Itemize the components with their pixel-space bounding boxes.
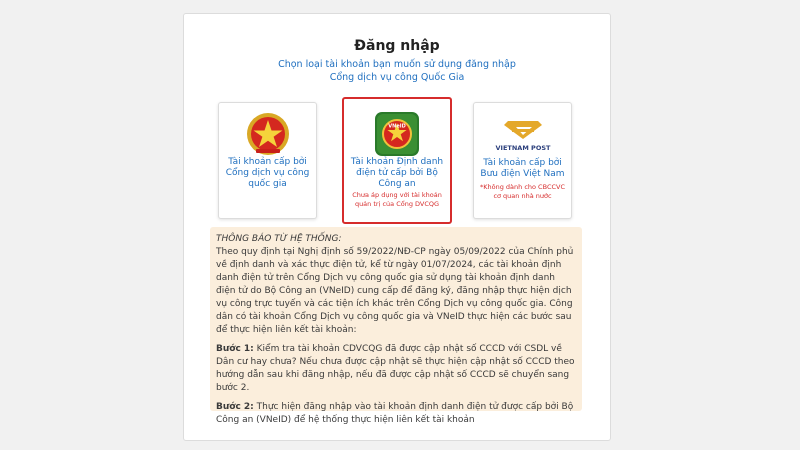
card-note: *Không dành cho CBCCVC cơ quan nhà nước (479, 183, 566, 200)
subtitle-line-1: Chọn loại tài khoản bạn muốn sử dụng đăng nhập (278, 59, 516, 70)
login-option-vneid[interactable] (342, 97, 452, 224)
subtitle-line-2: Cổng dịch vụ công Quốc Gia (329, 72, 465, 83)
step-2-text: Thực hiện đăng nhập vào tài khoản định danh điện tử được cấp bởi Bộ Công an (VNeID) để hệ thống thực hiện liên kết tài khoản (216, 402, 574, 425)
svg-text:VIETNAM POST: VIETNAM POST (495, 144, 550, 152)
login-option-vietnam-post[interactable] (473, 102, 572, 219)
svg-text:VNeID: VNeID (388, 123, 406, 130)
step-2-label: Bước 2: (216, 402, 254, 412)
card-note: Chưa áp dụng với tài khoản quản trị của Cổng DVCQG (352, 191, 442, 208)
notice-step-1 (216, 343, 576, 395)
card-label: Tài khoản cấp bởi Bưu điện Việt Nam (480, 158, 565, 179)
step-1-text: Kiểm tra tài khoản CDVCQG đã được cập nhật số CCCD với CSDL về Dân cư hay chưa? Nếu chưa được cập nhật sẽ thực hiện cập nhật số CCCD theo hướng dẫn sau khi đăng nhập, nếu đã được cập nhật số CCCD sẽ chuyển sang bước 2. (216, 344, 575, 393)
national-emblem-icon (246, 112, 290, 156)
police-emblem-icon (375, 112, 419, 156)
notice-paragraph: Theo quy định tại Nghị định số 59/2022/NĐ-CP ngày 05/09/2022 của Chính phủ về định danh và xác thực điện tử, kể từ ngày 01/07/2024, các tài khoản định danh điện tử trên Cổng Dịch vụ công quốc gia sử dụng tài khoản định danh điện tử do Bộ Công an (VNeID) cung cấp để đăng ký, đăng nhập thực hiện dịch vụ công trực tuyến và các tiện ích khác trên Cổng Dịch vụ công quốc gia. Công dân có tài khoản Cổng Dịch vụ công quốc gia và VNeID thực hiện các bước sau để thực hiện liên kết tài khoản: (216, 247, 574, 335)
card-label: Tài khoản cấp bởi Cổng dịch vụ công quốc gia (225, 157, 310, 189)
vietnam-post-logo-icon (488, 117, 558, 155)
card-label: Tài khoản Định danh điện tử cấp bởi Bộ Công an (350, 157, 444, 189)
system-notice (210, 227, 582, 425)
page-title: Đăng nhập (354, 38, 440, 54)
notice-step-2 (216, 401, 576, 427)
step-1-label: Bước 1: (216, 344, 254, 354)
page-subtitle (184, 58, 610, 84)
login-option-national-portal[interactable] (218, 102, 317, 219)
notice-heading: THÔNG BÁO TỪ HỆ THỐNG: (216, 234, 342, 244)
